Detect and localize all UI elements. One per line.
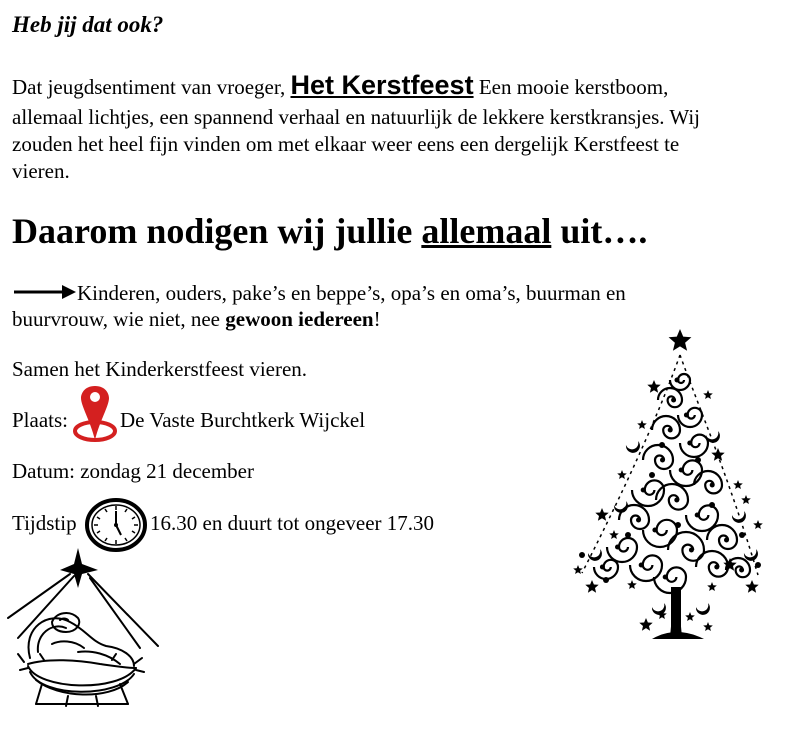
place-value: De Vaste Burchtkerk Wijckel (120, 408, 366, 432)
intro-line-1: Dat jeugdsentiment van vroeger, Het Kerstfeest Een mooie kerstboom, (12, 70, 669, 100)
place-label: Plaats: (12, 408, 68, 432)
invite-heading: Daarom nodigen wij jullie allemaal uit…. (12, 211, 648, 251)
arrow-right-icon (14, 284, 76, 300)
intro-line-2: allemaal lichtjes, een spannend verhaal en natuurlijk de lekkere kerstkransjes. Wij (12, 105, 701, 129)
guests-line-1: Kinderen, ouders, pake’s en beppe’s, opa’s en oma’s, buurman en (77, 281, 626, 305)
guests-line-2: buurvrouw, wie niet, nee gewoon iedereen! (12, 307, 381, 331)
intro-line-3: zouden het heel fijn vinden om met elkaar weer eens een dergelijk Kerstfeest te (12, 132, 680, 156)
together-text: Samen het Kinderkerstfeest vieren. (12, 357, 308, 381)
manger-baby-icon (8, 548, 163, 708)
christmas-tree-icon (562, 325, 767, 645)
page-heading: Heb jij dat ook? (12, 12, 164, 37)
invite-underlined: allemaal (421, 211, 552, 251)
everyone-bold: gewoon iedereen (225, 307, 374, 331)
clock-icon (84, 497, 148, 553)
kerstfeest-highlight: Het Kerstfeest (290, 70, 474, 100)
date-text: Datum: zondag 21 december (12, 459, 254, 483)
intro-line-4: vieren. (12, 159, 70, 183)
location-pin-icon (72, 384, 118, 448)
time-value: 16.30 en duurt tot ongeveer 17.30 (150, 511, 435, 535)
time-label: Tijdstip (12, 511, 77, 535)
